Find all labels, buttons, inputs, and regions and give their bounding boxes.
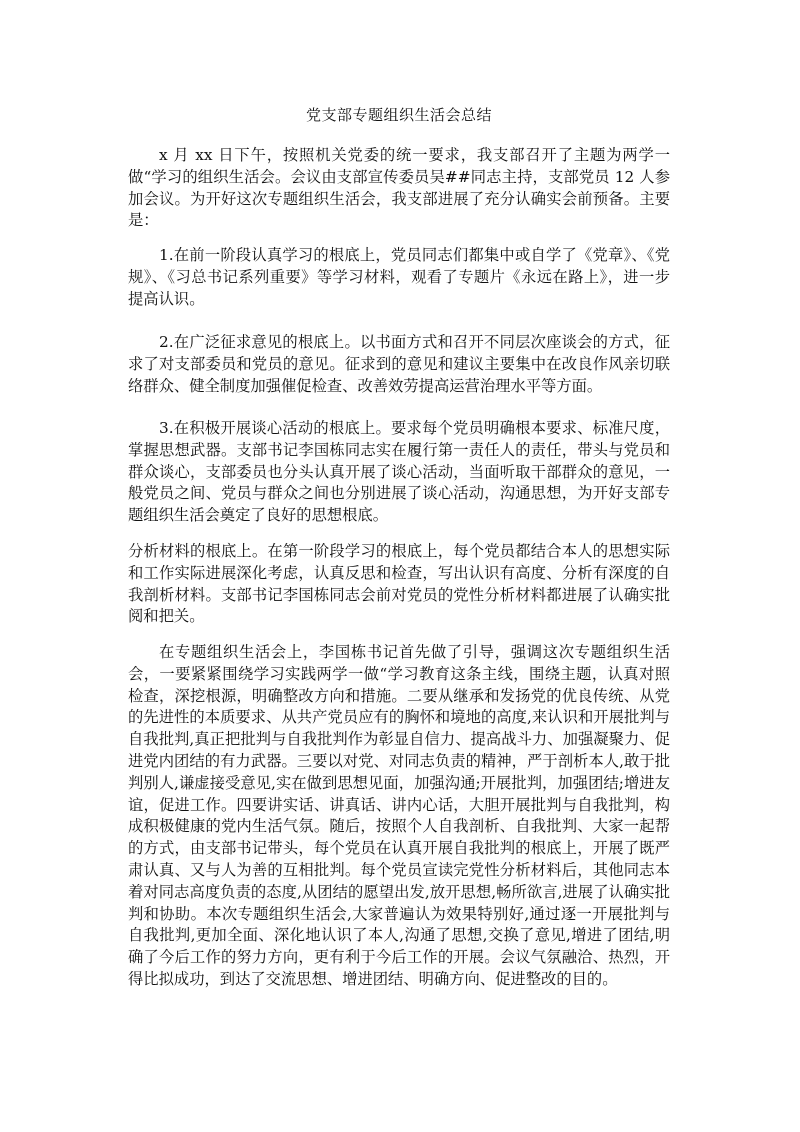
paragraph-meeting: 在专题组织生活会上，李国栋书记首先做了引导，强调这次专题组织生活会，一要紧紧围绕学习实践两学一做“学习教育这条主线，围绕主题，认真对照检查，深挖根源，明确整改方向和措施。二要从继承和发扬党的优良传统、从党的先进性的本质要求、从共产党员应有的胸怀和境地的高度,来认识和开展批判与自我批判,真正把批判与自我批判作为彰显自信力、提高战斗力、加强凝聚力、促进党内团结的有力武器。三要以对党、对同志负责的精神，严于剖析本人,敢于批判别人,谦虚接受意见,实在做到思想见面，加强沟通;开展批判，加强团结;增进友谊，促进工作。四要讲实话、讲真话、讲内心话，大胆开展批判与自我批判，构成积极健康的党内生活气氛。随后，按照个人自我剖析、自我批判、大家一起帮的方式，由支部书记带头，每个党员在认真开展自我批判的根底上，开展了既严肃认真、又与人为善的互相批判。每个党员宣读完党性分析材料后，其他同志本着对同志高度负责的态度,从团结的愿望出发,放开思想,畅所欲言,进展了认确实批判和协助。本次专题组织生活会,大家普遍认为效果特别好,通过逐一开展批判与自我批判,更加全面、深化地认识了本人,沟通了思想,交换了意见,增进了团结,明确了今后工作的努力方向，更有利于今后工作的开展。会议气氛融洽、热烈，开得比拟成功，到达了交流思想、增进团结、明确方向、促进整改的目的。 <box>128 643 670 988</box>
paragraph-item-2: 2.在广泛征求意见的根底上。以书面方式和召开不同层次座谈会的方式，征求了对支部委员和党员的意见。征求到的意见和建议主要集中在改良作风亲切联络群众、健全制度加强催促检查、改善效劳提高运营治理水平等方面。 <box>128 333 670 395</box>
paragraph-intro: x 月 xx 日下午，按照机关党委的统一要求，我支部召开了主题为两学一做“学习的组织生活会。会议由支部宣传委员吴##同志主持，支部党员 12 人参加会议。为开好这次专题组织生活会，我支部进展了充分认确实会前预备。主要是： <box>128 146 670 230</box>
paragraph-item-1: 1.在前一阶段认真学习的根底上，党员同志们都集中或自学了《党章》、《党规》、《习总书记系列重要》等学习材料，观看了专题片《永远在路上》，进一步提高认识。 <box>128 246 670 308</box>
document-title: 党支部专题组织生活会总结 <box>305 106 492 124</box>
paragraph-item-3: 3.在积极开展谈心活动的根底上。要求每个党员明确根本要求、标准尺度，掌握思想武器。支部书记李国栋同志实在履行第一责任人的责任，带头与党员和群众谈心，支部委员也分头认真开展了谈心活动，当面听取干部群众的意见，一般党员之间、党员与群众之间也分别进展了谈心活动，沟通思想，为开好支部专题组织生活会奠定了良好的思想根底。 <box>128 419 670 525</box>
paragraph-analysis: 分析材料的根底上。在第一阶段学习的根底上，每个党员都结合本人的思想实际和工作实际进展深化考虑，认真反思和检查，写出认识有高度、分析有深度的自我剖析材料。支部书记李国栋同志会前对党员的党性分析材料都进展了认确实批阅和把关。 <box>128 542 670 626</box>
